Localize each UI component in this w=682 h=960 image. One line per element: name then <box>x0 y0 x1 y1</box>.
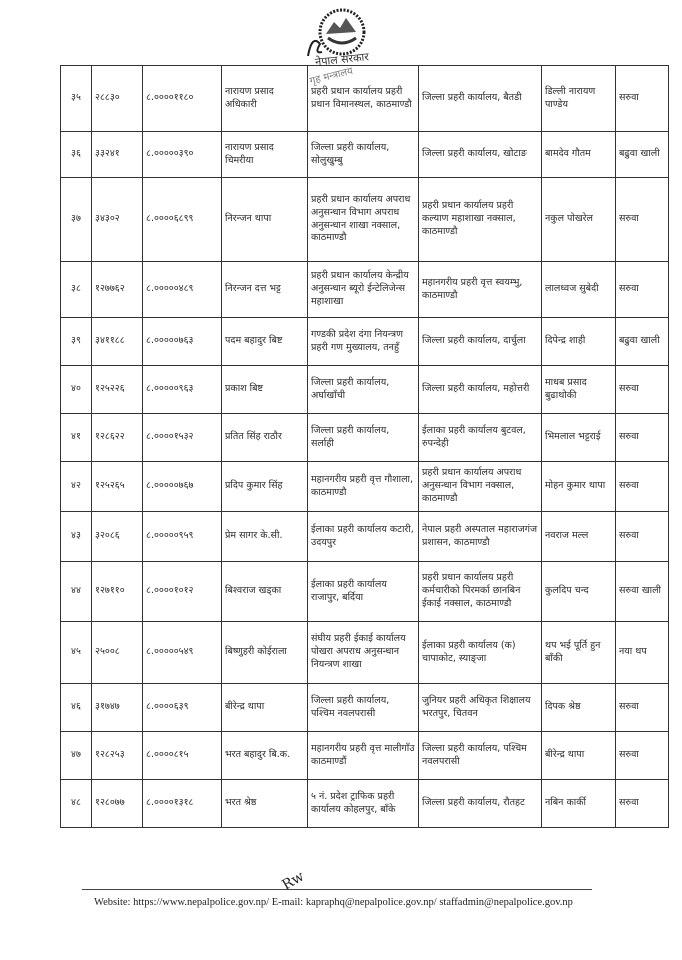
serial-number-cell: ३६ <box>61 132 92 178</box>
number-cell: ३१७४७ <box>92 684 143 732</box>
current-office-cell: जिल्ला प्रहरी कार्यालय, पश्चिम नवलपरासी <box>308 684 419 732</box>
serial-number-cell: ३७ <box>61 178 92 262</box>
remark-cell: सरुवा <box>616 462 669 512</box>
replacement-name-cell: दिपेन्द्र शाही <box>542 318 616 366</box>
transfer-office-cell: जिल्ला प्रहरी कार्यालय, दार्चुला <box>419 318 542 366</box>
footer-contact: Website: https://www.nepalpolice.gov.np/ E-mail: kapraphq@nepalpolice.gov.np/ staffadmin@nepalpolice.gov.np <box>94 897 573 908</box>
transfer-table <box>60 65 669 828</box>
remark-cell: सरुवा <box>616 512 669 562</box>
serial-number-cell: ४० <box>61 366 92 414</box>
replacement-name-cell: नवराज मल्ल <box>542 512 616 562</box>
serial-number-cell: ४२ <box>61 462 92 512</box>
number-cell: २५००८ <box>92 622 143 684</box>
personnel-id-cell: ८.०००००७६३ <box>143 318 222 366</box>
serial-number-cell: ३८ <box>61 262 92 318</box>
current-office-cell: ईलाका प्रहरी कार्यालय कटारी, उदयपुर <box>308 512 419 562</box>
transfer-office-cell: ईलाका प्रहरी कार्यालय बुटवल, रुपन्देही <box>419 414 542 462</box>
current-office-cell: ईलाका प्रहरी कार्यालय राजापुर, बर्दिया <box>308 562 419 622</box>
current-office-cell: गण्डकी प्रदेश दंगा नियन्त्रण प्रहरी गण मुख्यालय, तनहुँ <box>308 318 419 366</box>
employee-name-cell: भरत बहादुर बि.क. <box>222 732 308 780</box>
employee-name-cell: निरन्जन थापा <box>222 178 308 262</box>
number-cell: १२७७६२ <box>92 262 143 318</box>
stamp-overlay-text: गृह मन्त्रालय <box>308 65 355 88</box>
transfer-office-cell: प्रहरी प्रधान कार्यालय प्रहरी कर्मचारीको पिरमर्का छानबिन ईकाई नक्साल, काठमाण्डौ <box>419 562 542 622</box>
table-row <box>61 462 669 512</box>
personnel-id-cell: ८.००००१३१८ <box>143 780 222 828</box>
serial-number-cell: ४३ <box>61 512 92 562</box>
table-row <box>61 318 669 366</box>
transfer-office-cell: जिल्ला प्रहरी कार्यालय, पश्चिम नवलपरासी <box>419 732 542 780</box>
replacement-name-cell: भिमलाल भट्टराई <box>542 414 616 462</box>
number-cell: ३२०८६ <box>92 512 143 562</box>
transfer-office-cell: जिल्ला प्रहरी कार्यालय, खोटाङ <box>419 132 542 178</box>
replacement-name-cell: नकुल पोखरेल <box>542 178 616 262</box>
personnel-id-cell: ८.००००६३९ <box>143 684 222 732</box>
replacement-name-cell: मोहन कुमार थापा <box>542 462 616 512</box>
serial-number-cell: ४८ <box>61 780 92 828</box>
employee-name-cell: प्रकाश बिष्ट <box>222 366 308 414</box>
number-cell: १२८२५३ <box>92 732 143 780</box>
personnel-id-cell: ८.०००००५४९ <box>143 622 222 684</box>
remark-cell: सरुवा <box>616 262 669 318</box>
replacement-name-cell: बामदेव गौतम <box>542 132 616 178</box>
transfer-office-cell: जिल्ला प्रहरी कार्यालय, महोत्तरी <box>419 366 542 414</box>
table-row <box>61 178 669 262</box>
personnel-id-cell: ८.०००००९५९ <box>143 512 222 562</box>
replacement-name-cell: डिल्ली नारायण पाण्डेय <box>542 66 616 132</box>
transfer-office-cell: जिल्ला प्रहरी कार्यालय, बैतडी <box>419 66 542 132</box>
serial-number-cell: ३९ <box>61 318 92 366</box>
table-row <box>61 132 669 178</box>
personnel-id-cell: ८.०००००७६७ <box>143 462 222 512</box>
current-office-cell: प्रहरी प्रधान कार्यालय केन्द्रीय अनुसन्धान ब्यूरो ईन्टेलिजेन्स महाशाखा <box>308 262 419 318</box>
transfer-office-cell: जुनियर प्रहरी अधिकृत शिक्षालय भरतपुर, चितवन <box>419 684 542 732</box>
remark-cell: सरुवा खाली <box>616 562 669 622</box>
personnel-id-cell: ८.०००००३९० <box>143 132 222 178</box>
number-cell: १२८०७७ <box>92 780 143 828</box>
current-office-cell: जिल्ला प्रहरी कार्यालय, अर्घाखाँची <box>308 366 419 414</box>
serial-number-cell: ४६ <box>61 684 92 732</box>
table-row <box>61 512 669 562</box>
employee-name-cell: प्रदिप कुमार सिंह <box>222 462 308 512</box>
signature: Rw <box>279 868 308 894</box>
current-office-cell: संघीय प्रहरी ईकाई कार्यालय पोखरा अपराध अनुसन्धान नियन्त्रण शाखा <box>308 622 419 684</box>
replacement-name-cell: कुलदिप चन्द <box>542 562 616 622</box>
replacement-name-cell: माधब प्रसाद बुढाथोकी <box>542 366 616 414</box>
serial-number-cell: ४७ <box>61 732 92 780</box>
employee-name-cell: नारायण प्रसाद चिमरीया <box>222 132 308 178</box>
personnel-id-cell: ८.००००८१५ <box>143 732 222 780</box>
table-row <box>61 262 669 318</box>
transfer-office-cell: ईलाका प्रहरी कार्यालय (क) चापाकोट, स्याङ्जा <box>419 622 542 684</box>
transfer-office-cell: प्रहरी प्रधान कार्यालय अपराध अनुसन्धान विभाग नक्साल, काठमाण्डौ <box>419 462 542 512</box>
personnel-id-cell: ८.००००६८९९ <box>143 178 222 262</box>
serial-number-cell: ४१ <box>61 414 92 462</box>
remark-cell: सरुवा <box>616 414 669 462</box>
current-office-cell: प्रहरी प्रधान कार्यालय प्रहरी प्रधान विमानस्थल, काठमाण्डौ <box>308 66 419 132</box>
table-row <box>61 66 669 132</box>
replacement-name-cell: बीरेन्द्र थापा <box>542 732 616 780</box>
number-cell: २८८३० <box>92 66 143 132</box>
employee-name-cell: पदम बहादुर बिष्ट <box>222 318 308 366</box>
remark-cell: सरुवा <box>616 780 669 828</box>
number-cell: ३४११८८ <box>92 318 143 366</box>
footer-divider <box>82 889 592 890</box>
replacement-name-cell: लालध्वज सुबेदी <box>542 262 616 318</box>
replacement-name-cell: दिपक श्रेष्ठ <box>542 684 616 732</box>
table-row <box>61 622 669 684</box>
personnel-id-cell: ८.००००१०१२ <box>143 562 222 622</box>
remark-cell: सरुवा <box>616 66 669 132</box>
number-cell: १२७११० <box>92 562 143 622</box>
table-row <box>61 684 669 732</box>
number-cell: १२८६२२ <box>92 414 143 462</box>
number-cell: १२५२२६ <box>92 366 143 414</box>
remark-cell: सरुवा <box>616 178 669 262</box>
current-office-cell: महानगरीय प्रहरी वृत्त मालीगाँउ काठमाण्डौं <box>308 732 419 780</box>
personnel-id-cell: ८.०००००९६३ <box>143 366 222 414</box>
current-office-cell: जिल्ला प्रहरी कार्यालय, सर्लाही <box>308 414 419 462</box>
replacement-name-cell: थप भई पूर्ति हुन बाँकी <box>542 622 616 684</box>
number-cell: ३४३०२ <box>92 178 143 262</box>
remark-cell: सरुवा <box>616 684 669 732</box>
employee-name-cell: निरन्जन दत्त भट्ट <box>222 262 308 318</box>
table-row <box>61 414 669 462</box>
transfer-office-cell: महानगरीय प्रहरी वृत्त स्वयम्भु, काठमाण्डौ <box>419 262 542 318</box>
current-office-cell: प्रहरी प्रधान कार्यालय अपराध अनुसन्धान विभाग अपराध अनुसन्धान शाखा नक्साल, काठमाण्डौ <box>308 178 419 262</box>
employee-name-cell: भरत श्रेष्ठ <box>222 780 308 828</box>
employee-name-cell: प्रतित सिंह राठौर <box>222 414 308 462</box>
transfer-office-cell: जिल्ला प्रहरी कार्यालय, रौतहट <box>419 780 542 828</box>
remark-cell: बढुवा खाली <box>616 318 669 366</box>
serial-number-cell: ४५ <box>61 622 92 684</box>
emblem-caption: नेपाल सरकार <box>314 50 370 69</box>
remark-cell: नया थप <box>616 622 669 684</box>
personnel-id-cell: ८.००००११८० <box>143 66 222 132</box>
current-office-cell: ५ नं. प्रदेश ट्राफिक प्रहरी कार्यालय कोहलपुर, बाँके <box>308 780 419 828</box>
employee-name-cell: बिष्णुहरी कोईराला <box>222 622 308 684</box>
table-row <box>61 366 669 414</box>
personnel-id-cell: ८.०००००४८९ <box>143 262 222 318</box>
replacement-name-cell: नबिन कार्की <box>542 780 616 828</box>
serial-number-cell: ४४ <box>61 562 92 622</box>
transfer-office-cell: नेपाल प्रहरी अस्पताल महाराजगंज प्रशासन, काठमाण्डौ <box>419 512 542 562</box>
number-cell: १२५२६५ <box>92 462 143 512</box>
table-row <box>61 780 669 828</box>
employee-name-cell: प्रेम सागर के.सी. <box>222 512 308 562</box>
transfer-office-cell: प्रहरी प्रधान कार्यालय प्रहरी कल्याण महाशाखा नक्साल, काठमाण्डौ <box>419 178 542 262</box>
serial-number-cell: ३५ <box>61 66 92 132</box>
number-cell: ३३२४१ <box>92 132 143 178</box>
current-office-cell: जिल्ला प्रहरी कार्यालय, सोलुखुम्बु <box>308 132 419 178</box>
employee-name-cell: बीरेन्द्र थापा <box>222 684 308 732</box>
current-office-cell: महानगरीय प्रहरी वृत्त गौशाला, काठमाण्डौ <box>308 462 419 512</box>
personnel-id-cell: ८.००००१५३२ <box>143 414 222 462</box>
employee-name-cell: बिश्वराज खड्का <box>222 562 308 622</box>
table-row <box>61 732 669 780</box>
table-row <box>61 562 669 622</box>
remark-cell: सरुवा <box>616 366 669 414</box>
employee-name-cell: नारायण प्रसाद अधिकारी <box>222 66 308 132</box>
remark-cell: सरुवा <box>616 732 669 780</box>
remark-cell: बढुवा खाली <box>616 132 669 178</box>
